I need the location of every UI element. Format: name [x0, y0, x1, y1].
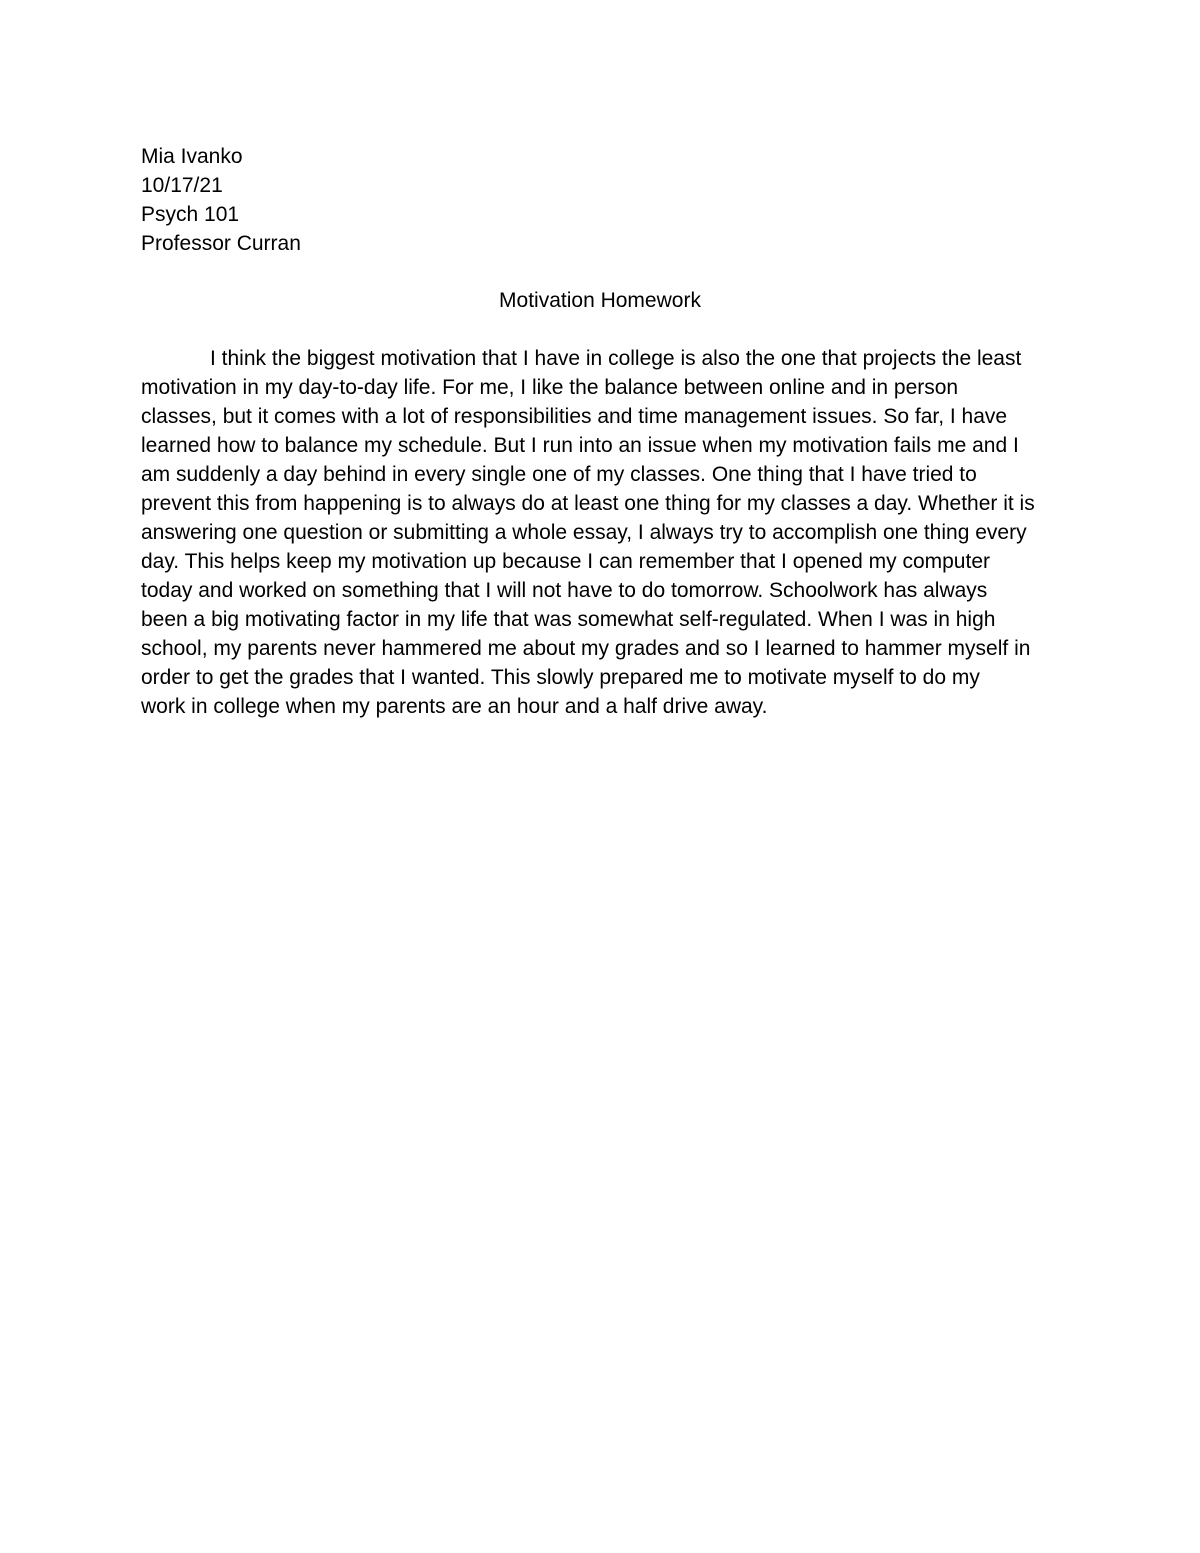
- paragraph-line: day. This helps keep my motivation up because I can remember that I opened my computer: [141, 550, 990, 573]
- paragraph-line: work in college when my parents are an hour and a half drive away.: [141, 695, 768, 718]
- paragraph-line: motivation in my day-to-day life. For me, I like the balance between online and in person: [141, 376, 959, 399]
- paragraph-line: answering one question or submitting a whole essay, I always try to accomplish one thing every: [141, 521, 1027, 544]
- paragraph-line: I think the biggest motivation that I have in college is also the one that projects the least: [210, 347, 1022, 370]
- document-title: Motivation Homework: [499, 289, 701, 312]
- paragraph-line: today and worked on something that I will not have to do tomorrow. Schoolwork has always: [141, 579, 988, 602]
- paragraph-line: classes, but it comes with a lot of responsibilities and time management issues. So far, I have: [141, 405, 1008, 428]
- paragraph-line: am suddenly a day behind in every single one of my classes. One thing that I have tried to: [141, 463, 977, 486]
- paragraph-line: order to get the grades that I wanted. This slowly prepared me to motivate myself to do my: [141, 666, 980, 689]
- course-name: Psych 101: [141, 203, 240, 226]
- professor-name: Professor Curran: [141, 232, 301, 255]
- header-block: [141, 142, 641, 258]
- author-name: Mia Ivanko: [141, 145, 243, 168]
- paragraph-line: prevent this from happening is to always do at least one thing for my classes a day. Whether it is: [141, 492, 1035, 515]
- paragraph-line: learned how to balance my schedule. But I run into an issue when my motivation fails me and I: [141, 434, 1019, 457]
- paragraph-line: been a big motivating factor in my life that was somewhat self-regulated. When I was in high: [141, 608, 996, 631]
- paragraph-line: school, my parents never hammered me about my grades and so I learned to hammer myself in: [141, 637, 1031, 660]
- document-date: 10/17/21: [141, 174, 223, 197]
- body-paragraph: [141, 344, 1081, 721]
